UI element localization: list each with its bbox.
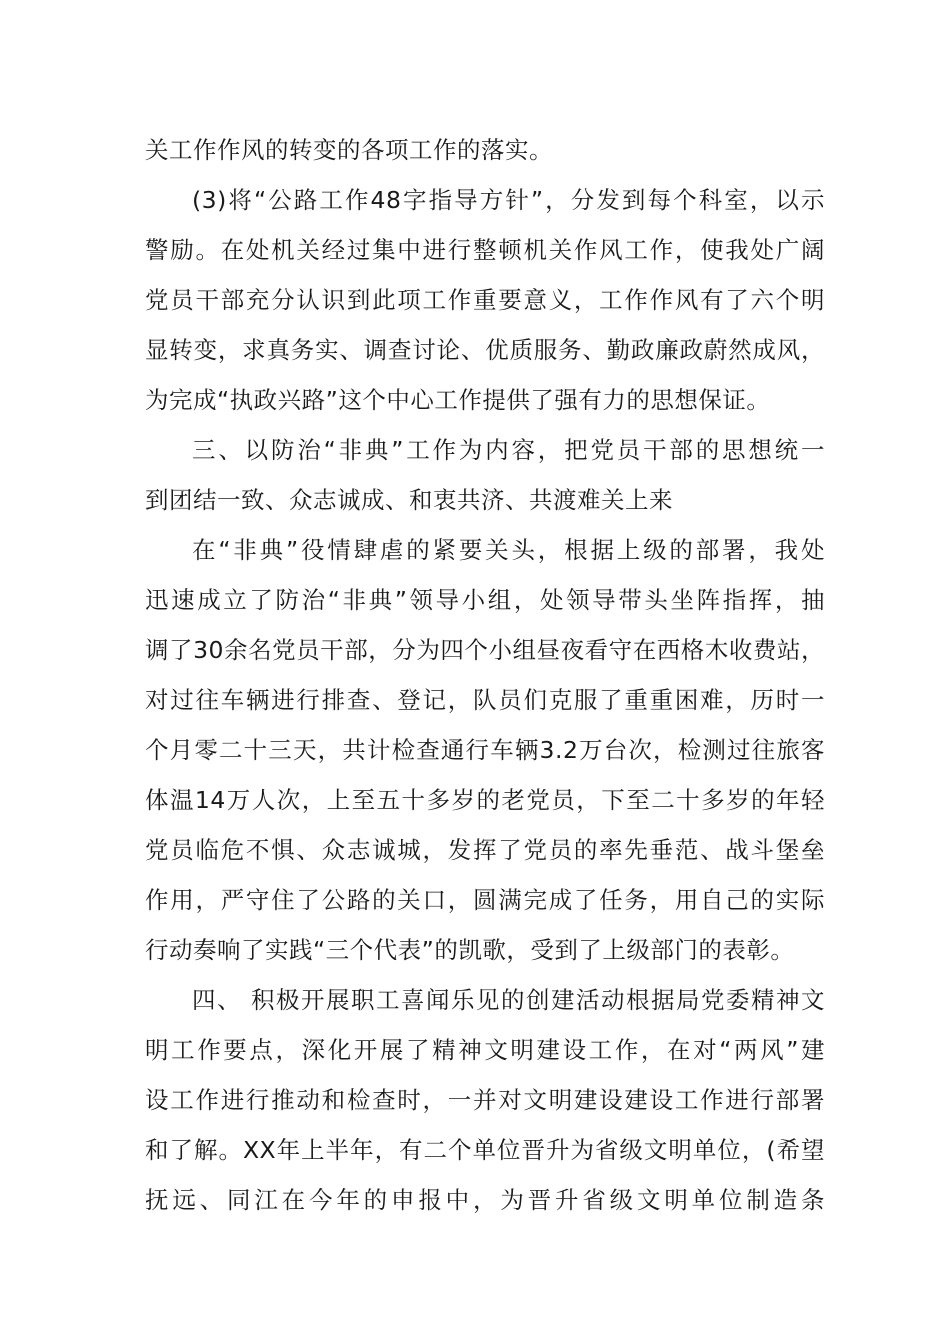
text-line-22: 抚远、同江在今年的申报中，为晋升省级文明单位制造条 — [145, 1186, 825, 1214]
text-line-11: 调了30余名党员干部，分为四个小组昼夜看守在西格木收费站， — [145, 636, 825, 664]
text-line-13: 个月零二十三天，共计检查通行车辆3.2万台次，检测过往旅客 — [145, 736, 825, 764]
text-line-6: 为完成“执政兴路”这个中心工作提供了强有力的思想保证。 — [145, 386, 771, 414]
text-line-15: 党员临危不惧、众志诚城，发挥了党员的率先垂范、战斗堡垒 — [145, 836, 825, 864]
text-line-8: 到团结一致、众志诚成、和衷共济、共渡难关上来 — [145, 486, 673, 514]
text-line-17: 行动奏响了实践“三个代表”的凯歌，受到了上级部门的表彰。 — [145, 936, 795, 964]
text-line-14: 体温14万人次，上至五十多岁的老党员，下至二十多岁的年轻 — [145, 786, 825, 814]
text-line-1: 关工作作风的转变的各项工作的落实。 — [145, 136, 553, 164]
text-line-21: 和了解。XX年上半年，有二个单位晋升为省级文明单位，(希望 — [145, 1136, 825, 1164]
text-line-19: 明工作要点，深化开展了精神文明建设工作，在对“两风”建 — [145, 1036, 825, 1064]
text-line-3: 警励。在处机关经过集中进行整顿机关作风工作，使我处广阔 — [145, 236, 825, 264]
text-line-12: 对过往车辆进行排查、登记，队员们克服了重重困难，历时一 — [145, 686, 825, 714]
text-line-16: 作用，严守住了公路的关口，圆满完成了任务，用自己的实际 — [145, 886, 825, 914]
text-line-18: 四、 积极开展职工喜闻乐见的创建活动根据局党委精神文 — [192, 986, 825, 1014]
text-line-7: 三、以防治“非典”工作为内容，把党员干部的思想统一 — [192, 436, 825, 464]
text-line-9: 在“非典”役情肆虐的紧要关头，根据上级的部署，我处 — [192, 536, 825, 564]
text-line-20: 设工作进行推动和检查时，一并对文明建设建设工作进行部署 — [145, 1086, 825, 1114]
text-line-2: (3)将“公路工作48字指导方针”，分发到每个科室，以示 — [192, 186, 825, 214]
text-line-10: 迅速成立了防治“非典”领导小组，处领导带头坐阵指挥，抽 — [145, 586, 825, 614]
text-line-5: 显转变，求真务实、调查讨论、优质服务、勤政廉政蔚然成风， — [145, 336, 825, 364]
text-line-4: 党员干部充分认识到此项工作重要意义，工作作风有了六个明 — [145, 286, 825, 314]
